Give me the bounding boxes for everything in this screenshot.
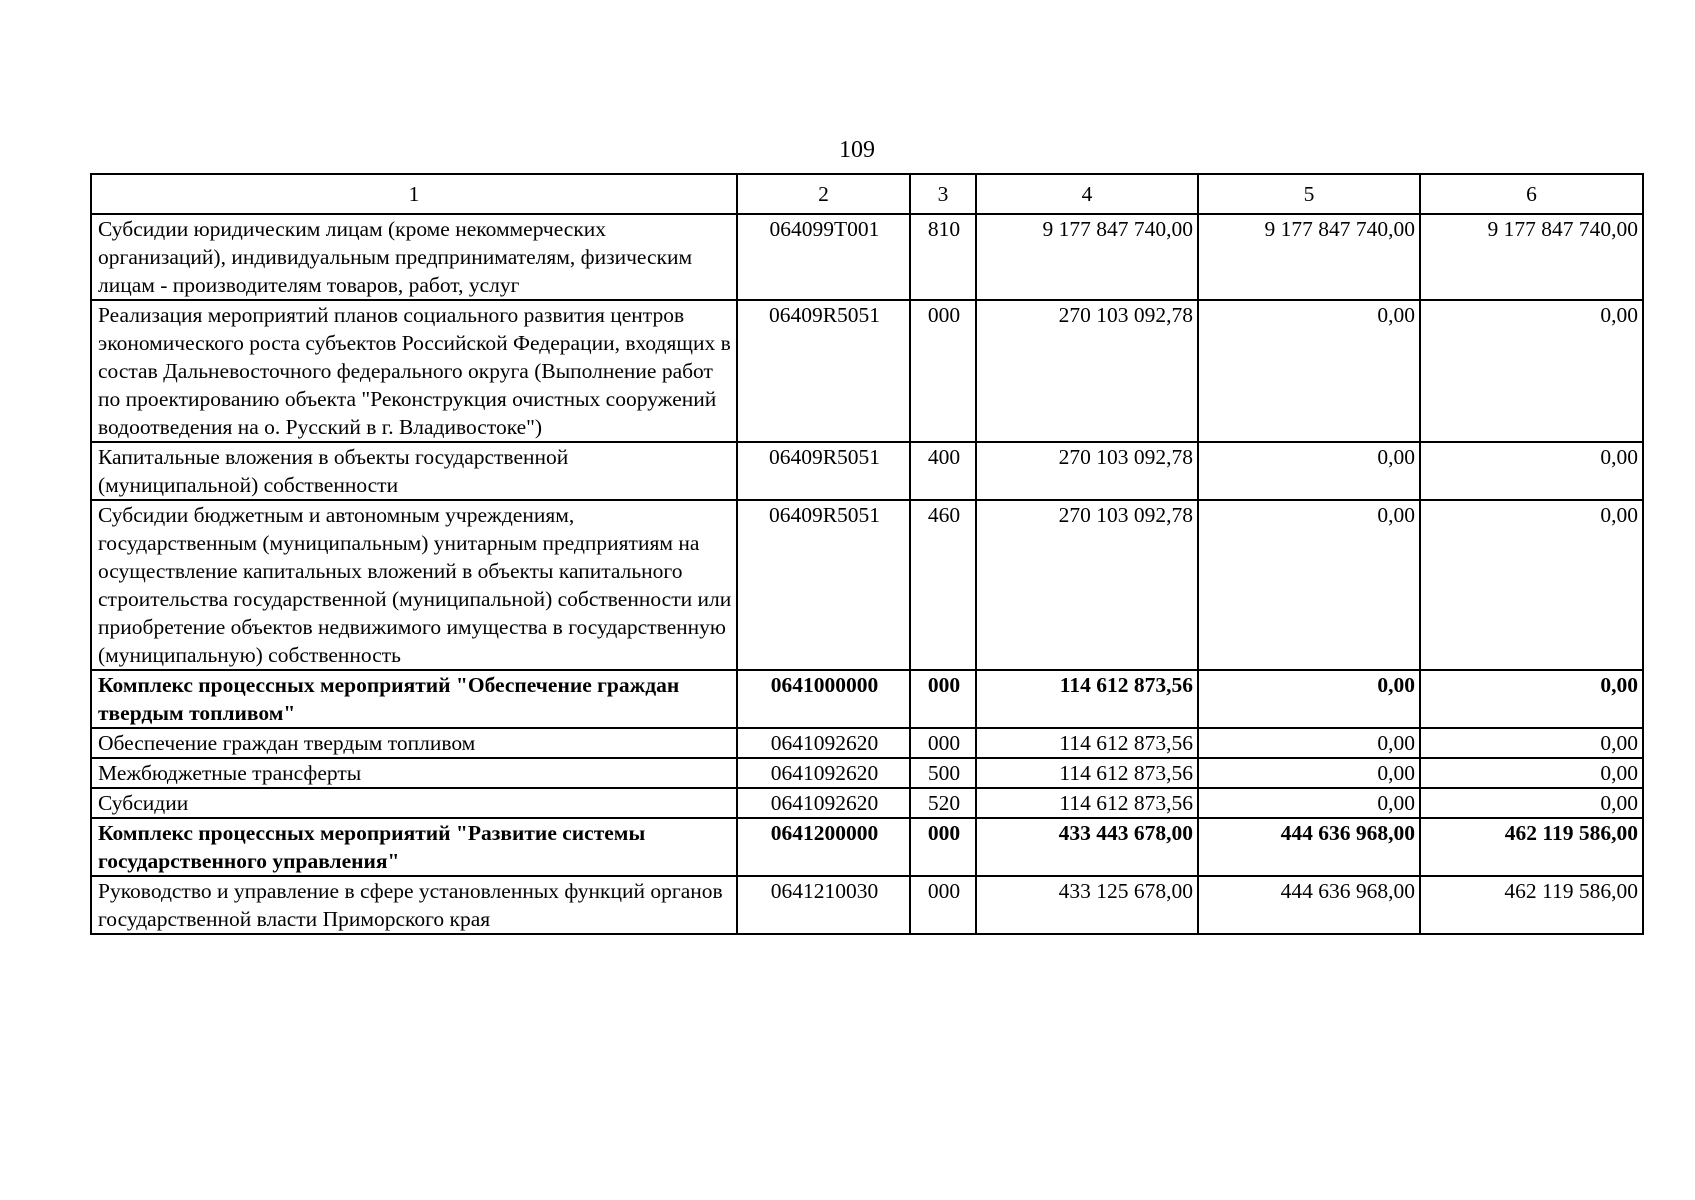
row-name: Реализация мероприятий планов социального развития центров экономического роста субъектов Российской Федерации, входящих в состав Дальневосточного федерального округа (Выполнение работ по проектированию объекта "Реконструкция очистных сооружений водоотведения на о. Русский в г. Владивостоке") xyxy=(91,300,737,442)
row-name: Комплекс процессных мероприятий "Развитие системы государственного управления" xyxy=(91,818,737,876)
row-amount-4: 270 103 092,78 xyxy=(976,442,1198,500)
row-target-code: 06409R5051 xyxy=(737,300,910,442)
row-amount-5: 9 177 847 740,00 xyxy=(1198,214,1420,300)
row-amount-5: 0,00 xyxy=(1198,500,1420,670)
row-name: Субсидии юридическим лицам (кроме некоммерческих организаций), индивидуальным предпринимателям, физическим лицам - производителям товаров, работ, услуг xyxy=(91,214,737,300)
row-amount-5: 444 636 968,00 xyxy=(1198,876,1420,934)
table-row xyxy=(91,876,1643,934)
table-row xyxy=(91,758,1643,788)
row-amount-4: 114 612 873,56 xyxy=(976,670,1198,728)
row-amount-6: 0,00 xyxy=(1420,758,1643,788)
row-amount-6: 0,00 xyxy=(1420,788,1643,818)
header-row xyxy=(91,174,1643,214)
column-header-1: 1 xyxy=(91,174,737,214)
row-name: Обеспечение граждан твердым топливом xyxy=(91,728,737,758)
row-amount-6: 0,00 xyxy=(1420,500,1643,670)
column-header-2: 2 xyxy=(737,174,910,214)
column-header-3: 3 xyxy=(910,174,976,214)
row-expense-type: 000 xyxy=(910,876,976,934)
table-row xyxy=(91,788,1643,818)
row-amount-6: 462 119 586,00 xyxy=(1420,876,1643,934)
row-expense-type: 000 xyxy=(910,818,976,876)
row-name: Руководство и управление в сфере установленных функций органов государственной власти Приморского края xyxy=(91,876,737,934)
table-row xyxy=(91,728,1643,758)
row-amount-5: 0,00 xyxy=(1198,758,1420,788)
row-expense-type: 460 xyxy=(910,500,976,670)
column-header-6: 6 xyxy=(1420,174,1643,214)
row-expense-type: 810 xyxy=(910,214,976,300)
row-expense-type: 000 xyxy=(910,300,976,442)
row-amount-6: 0,00 xyxy=(1420,300,1643,442)
row-amount-5: 444 636 968,00 xyxy=(1198,818,1420,876)
column-header-4: 4 xyxy=(976,174,1198,214)
row-amount-4: 270 103 092,78 xyxy=(976,500,1198,670)
row-expense-type: 400 xyxy=(910,442,976,500)
row-expense-type: 520 xyxy=(910,788,976,818)
row-amount-4: 114 612 873,56 xyxy=(976,788,1198,818)
row-expense-type: 000 xyxy=(910,670,976,728)
row-target-code: 0641000000 xyxy=(737,670,910,728)
row-amount-4: 114 612 873,56 xyxy=(976,758,1198,788)
row-target-code: 0641092620 xyxy=(737,758,910,788)
row-target-code: 06409R5051 xyxy=(737,442,910,500)
row-expense-type: 000 xyxy=(910,728,976,758)
row-name: Межбюджетные трансферты xyxy=(91,758,737,788)
row-amount-6: 0,00 xyxy=(1420,442,1643,500)
row-target-code: 0641210030 xyxy=(737,876,910,934)
row-amount-6: 462 119 586,00 xyxy=(1420,818,1643,876)
row-expense-type: 500 xyxy=(910,758,976,788)
row-target-code: 064099Т001 xyxy=(737,214,910,300)
row-amount-6: 0,00 xyxy=(1420,728,1643,758)
row-target-code: 06409R5051 xyxy=(737,500,910,670)
row-name: Комплекс процессных мероприятий "Обеспечение граждан твердым топливом" xyxy=(91,670,737,728)
budget-table xyxy=(90,173,1644,935)
row-amount-6: 9 177 847 740,00 xyxy=(1420,214,1643,300)
row-amount-4: 433 125 678,00 xyxy=(976,876,1198,934)
row-amount-4: 9 177 847 740,00 xyxy=(976,214,1198,300)
column-header-5: 5 xyxy=(1198,174,1420,214)
row-name: Капитальные вложения в объекты государственной (муниципальной) собственности xyxy=(91,442,737,500)
row-amount-5: 0,00 xyxy=(1198,442,1420,500)
table-row xyxy=(91,214,1643,300)
row-amount-6: 0,00 xyxy=(1420,670,1643,728)
row-name: Субсидии бюджетным и автономным учреждениям, государственным (муниципальным) унитарным предприятиям на осуществление капитальных вложений в объекты капитального строительства государственной (муниципальной) собственности или приобретение объектов недвижимого имущества в государственную (муниципальную) собственность xyxy=(91,500,737,670)
row-amount-4: 433 443 678,00 xyxy=(976,818,1198,876)
row-amount-5: 0,00 xyxy=(1198,670,1420,728)
row-amount-5: 0,00 xyxy=(1198,300,1420,442)
row-target-code: 0641200000 xyxy=(737,818,910,876)
table-row-section xyxy=(91,818,1643,876)
table-row xyxy=(91,442,1643,500)
table-row xyxy=(91,500,1643,670)
row-target-code: 0641092620 xyxy=(737,728,910,758)
table-row xyxy=(91,300,1643,442)
row-name: Субсидии xyxy=(91,788,737,818)
table-row-section xyxy=(91,670,1643,728)
row-amount-5: 0,00 xyxy=(1198,728,1420,758)
row-target-code: 0641092620 xyxy=(737,788,910,818)
row-amount-4: 114 612 873,56 xyxy=(976,728,1198,758)
row-amount-4: 270 103 092,78 xyxy=(976,300,1198,442)
page-number: 109 xyxy=(839,137,875,163)
row-amount-5: 0,00 xyxy=(1198,788,1420,818)
